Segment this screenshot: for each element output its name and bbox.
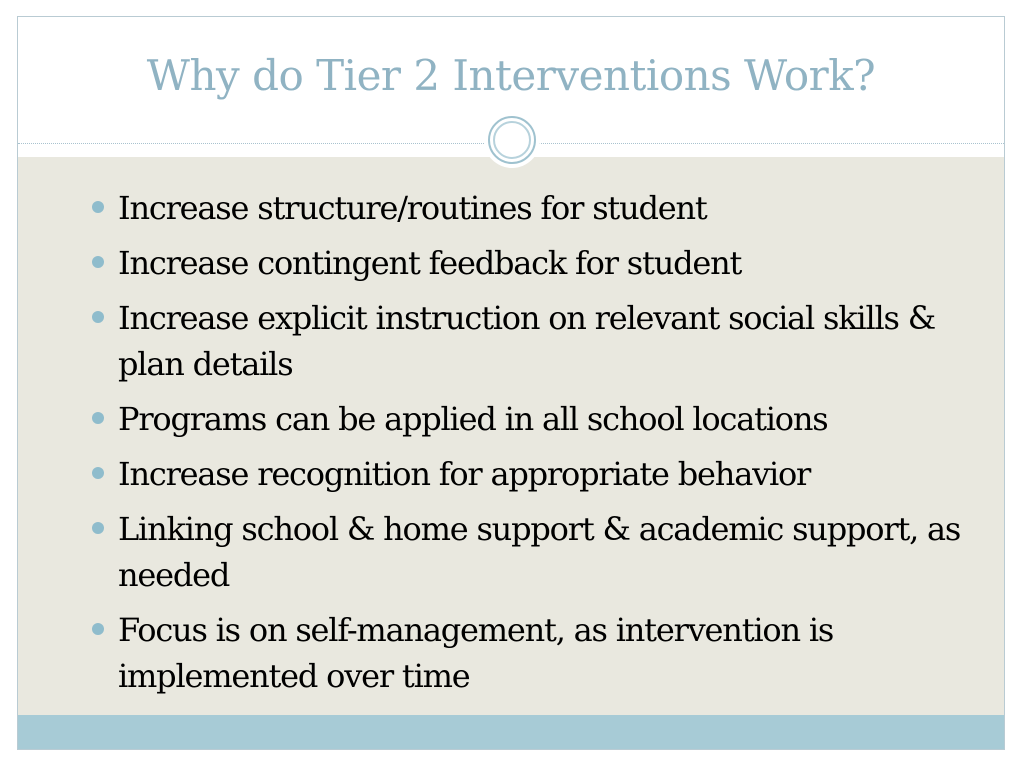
- bullet-item: [90, 185, 970, 231]
- bullet-text: Linking school & home support & academic support, as needed: [118, 510, 961, 594]
- round-bullet-icon: [92, 522, 104, 534]
- bullet-text: Increase structure/routines for student: [118, 189, 707, 227]
- bullet-item: [90, 240, 970, 286]
- bullet-text: Programs can be applied in all school locations: [118, 400, 828, 438]
- bullet-list: [90, 185, 970, 708]
- bullet-item: [90, 506, 970, 598]
- bullet-item: [90, 396, 970, 442]
- bullet-text: Focus is on self-management, as intervention is implemented over time: [118, 611, 834, 695]
- double-ring-circle-icon: [484, 112, 540, 168]
- round-bullet-icon: [92, 412, 104, 424]
- round-bullet-icon: [92, 201, 104, 213]
- bullet-text: Increase recognition for appropriate behavior: [118, 455, 811, 493]
- bullet-text: Increase contingent feedback for student: [118, 244, 742, 282]
- slide: [17, 16, 1005, 750]
- bullet-text: Increase explicit instruction on relevant social skills & plan details: [118, 299, 936, 383]
- footer-band: [18, 715, 1004, 750]
- bullet-item: [90, 295, 970, 387]
- round-bullet-icon: [92, 311, 104, 323]
- round-bullet-icon: [92, 623, 104, 635]
- slide-title: Why do Tier 2 Interventions Work?: [146, 51, 876, 100]
- round-bullet-icon: [92, 256, 104, 268]
- round-bullet-icon: [92, 467, 104, 479]
- inner-ring: [493, 121, 531, 159]
- bullet-item: [90, 451, 970, 497]
- outer-ring: [488, 116, 536, 164]
- bullet-item: [90, 607, 970, 699]
